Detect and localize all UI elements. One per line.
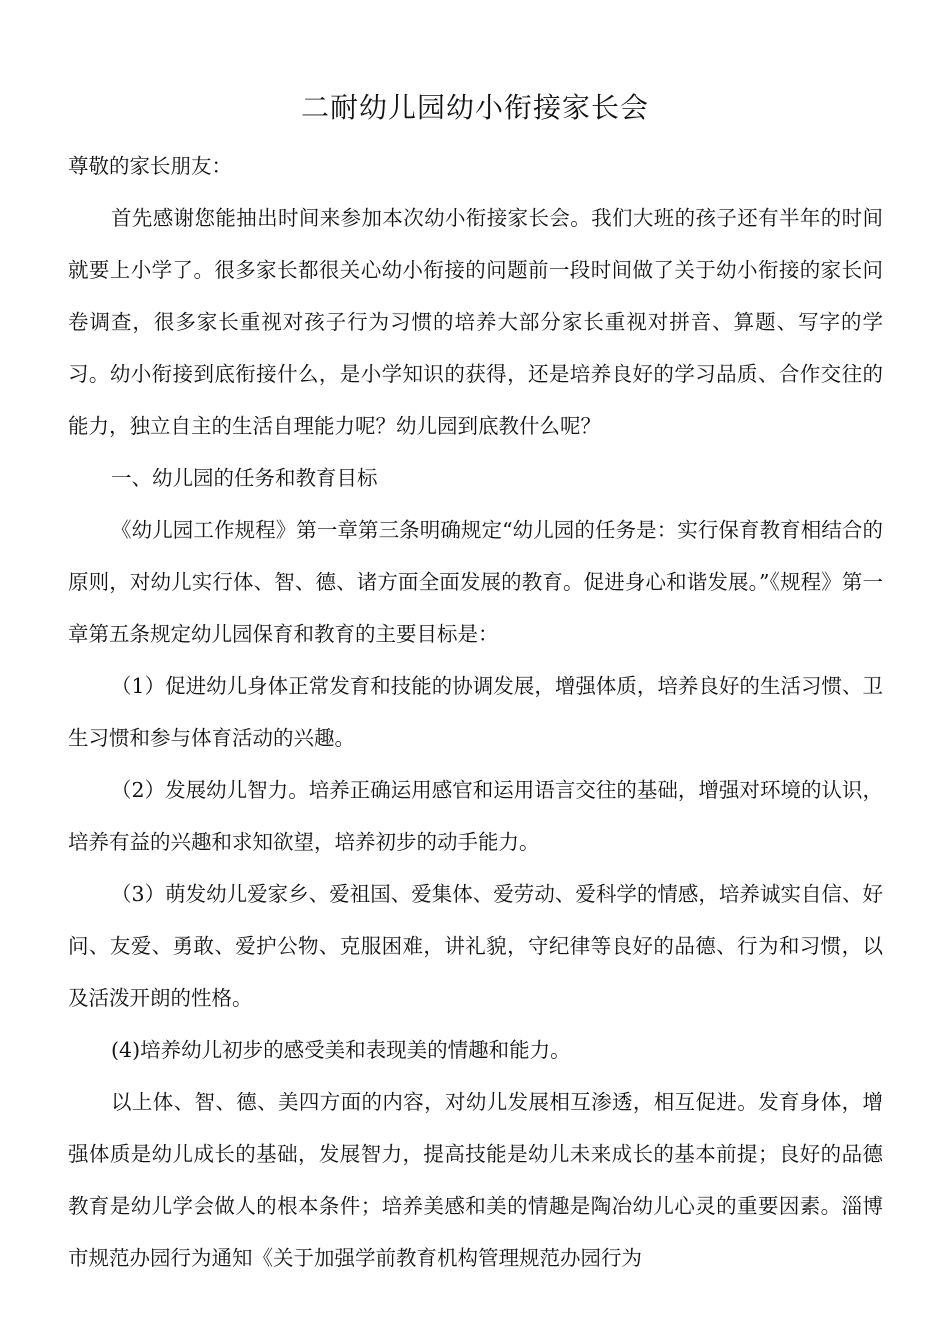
paragraph-summary: 以上体、智、德、美四方面的内容，对幼儿发展相互渗透，相互促进。发育身体，增强体质是幼儿成长的基础，发展智力，提高技能是幼儿未来成长的基本前提；良好的品德教育是幼儿学会做人的根本条件；培养美感和美的情趣是陶冶幼儿心灵的重要因素。淄博市规范办园行为通知《关于加强学前教育机构管理规范办园行为 — [68, 1090, 883, 1270]
paragraph-goal-4: (4)培养幼儿初步的感受美和表现美的情趣和能力。 — [111, 1038, 571, 1062]
paragraph-regulation: 《幼儿园工作规程》第一章第三条明确规定“幼儿园的任务是：实行保育教育相结合的原则，对幼儿实行体、智、德、诸方面全面发展的教育。促进身心和谐发展。”《规程》第一章第五条规定幼儿园保育和教育的主要目标是： — [68, 518, 883, 646]
document-body — [68, 140, 883, 1284]
section-heading: 一、幼儿园的任务和教育目标 — [111, 466, 378, 490]
paragraph-goal-3: （3）萌发幼儿爱家乡、爱祖国、爱集体、爱劳动、爱科学的情感，培养诚实自信、好问、友爱、勇敢、爱护公物、克服困难，讲礼貌，守纪律等良好的品德、行为和习惯，以及活泼开朗的性格。 — [68, 882, 883, 1010]
paragraph-goal-1: （1）促进幼儿身体正常发育和技能的协调发展，增强体质，培养良好的生活习惯、卫生习惯和参与体育活动的兴趣。 — [68, 674, 883, 750]
document-title: 二耐幼儿园幼小衔接家长会 — [300, 91, 649, 124]
greeting-line: 尊敬的家长朋友： — [68, 154, 232, 178]
paragraph-goal-2: （2）发展幼儿智力。培养正确运用感官和运用语言交往的基础，增强对环境的认识，培养有益的兴趣和求知欲望，培养初步的动手能力。 — [68, 778, 883, 854]
paragraph-intro: 首先感谢您能抽出时间来参加本次幼小衔接家长会。我们大班的孩子还有半年的时间就要上小学了。很多家长都很关心幼小衔接的问题前一段时间做了关于幼小衔接的家长问卷调查，很多家长重视对孩子行为习惯的培养大部分家长重视对拼音、算题、写字的学习。幼小衔接到底衔接什么，是小学知识的获得，还是培养良好的学习品质、合作交往的能力，独立自主的生活自理能力呢？幼儿园到底教什么呢？ — [68, 206, 883, 438]
